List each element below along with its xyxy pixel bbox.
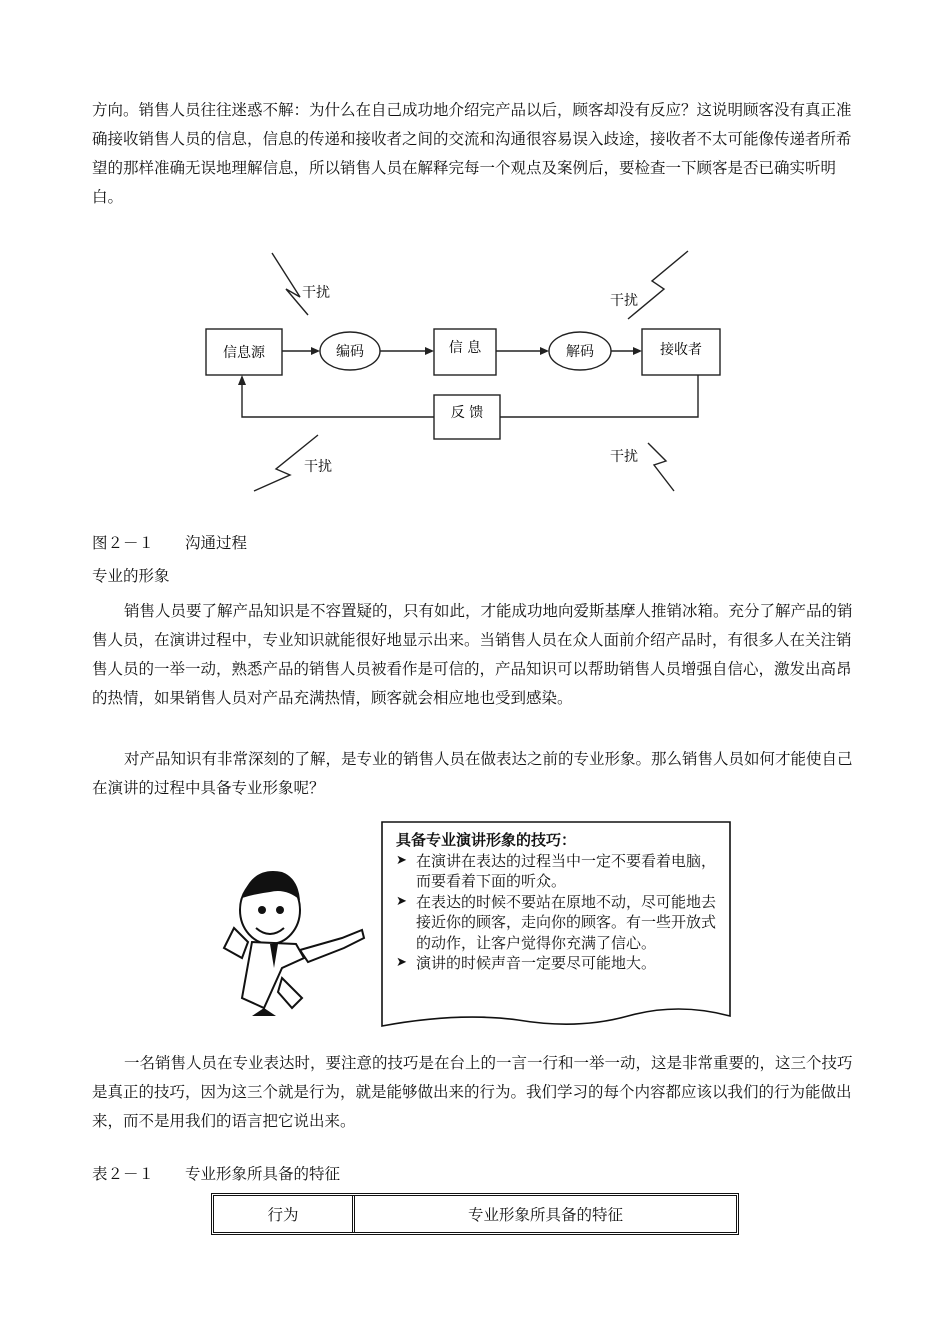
label-feedback: 反 馈 xyxy=(450,405,484,421)
communication-process-diagram xyxy=(190,245,730,495)
arrow-head xyxy=(540,347,549,355)
paragraph-knowledge: 销售人员要了解产品知识是不容置疑的，只有如此，才能成功地向爱斯基摩人推销冰箱。充分了解产品的销售人员，在演讲过程中，专业知识就能很好地显示出来。当销售人员在众人面前介绍产品时，有很多人在关注销售人员的一举一动，熟悉产品的销售人员被看作是可信的，产品知识可以帮助销售人员增强自信心，激发出高昂的热情，如果销售人员对产品充满热情，顾客就会相应地也受到感染。 xyxy=(92,602,853,707)
paragraph-behavior: 一名销售人员在专业表达时，要注意的技巧是在台上的一言一行和一举一动，这是非常重要的，这三个技巧是真正的技巧，因为这三个就是行为，就是能够做出来的行为。我们学习的每个内容都应该以我们的行为能做出来，而不是用我们的语言把它说出来。 xyxy=(92,1054,853,1130)
tip-text: 在演讲在表达的过程当中一定不要看着电脑，而要看着下面的听众。 xyxy=(416,851,717,890)
table-header-cell: 专业形象所具备的特征 xyxy=(467,1206,623,1224)
tip-text: 在表达的时候不要站在原地不动，尽可能地去接近你的顾客，走向你的顾客。有一些开放式的动作，让客户觉得你充满了信心。 xyxy=(416,892,717,952)
tip-item xyxy=(396,892,726,954)
paragraph-professional: 对产品知识有非常深刻的了解，是专业的销售人员在做表达之前的专业形象。那么销售人员如何才能使自己在演讲的过程中具备专业形象呢？ xyxy=(92,750,853,797)
table-caption: 表２－１ 专业形象所具备的特征 xyxy=(92,1165,341,1183)
noise-zigzag-top-left xyxy=(272,253,308,315)
arrow-head xyxy=(425,347,434,355)
paragraph-intro: 方向。销售人员往往迷惑不解：为什么在自己成功地介绍完产品以后，顾客却没有反应？这说明顾客没有真正准确接收销售人员的信息，信息的传递和接收者之间的交流和沟通很容易误入歧途，接收者不太可能像传递者所希望的那样准确无误地理解信息，所以销售人员在解释完每一个观点及案例后，要检查一下顾客是否已确实听明白。 xyxy=(92,101,852,206)
bullet-arrow-icon: ➤ xyxy=(396,955,407,970)
tip-item xyxy=(396,851,726,892)
label-message: 信 息 xyxy=(448,340,482,356)
tip-text: 演讲的时候声音一定要尽可能地大。 xyxy=(416,954,657,972)
cartoon-salesman-illustration xyxy=(212,858,382,1018)
label-source: 信息源 xyxy=(223,345,265,361)
noise-label-top-left: 干扰 xyxy=(302,285,330,301)
table-header-row xyxy=(214,1196,736,1232)
tip-item xyxy=(396,953,726,974)
noise-zigzag-bottom-right xyxy=(648,443,674,491)
feedback-line xyxy=(500,375,698,417)
tips-callout-content xyxy=(396,830,726,974)
bullet-arrow-icon: ➤ xyxy=(396,852,407,868)
arrow-head xyxy=(633,347,642,355)
table-header-cell: 行为 xyxy=(214,1196,355,1232)
arrow-head xyxy=(238,375,246,385)
bullet-arrow-icon: ➤ xyxy=(396,893,407,909)
label-decode: 解码 xyxy=(566,344,594,360)
arrow-head xyxy=(311,347,320,355)
noise-label-top-right: 干扰 xyxy=(610,293,638,309)
figure-caption: 图２－１ 沟通过程 xyxy=(92,534,248,552)
section-title: 专业的形象 xyxy=(92,567,170,585)
noise-label-bottom-right: 干扰 xyxy=(610,449,638,465)
feature-table xyxy=(211,1193,739,1235)
label-encode: 编码 xyxy=(336,344,364,360)
tips-title: 具备专业演讲形象的技巧： xyxy=(396,831,577,849)
label-receiver: 接收者 xyxy=(660,342,702,358)
noise-label-bottom-left: 干扰 xyxy=(304,459,332,475)
